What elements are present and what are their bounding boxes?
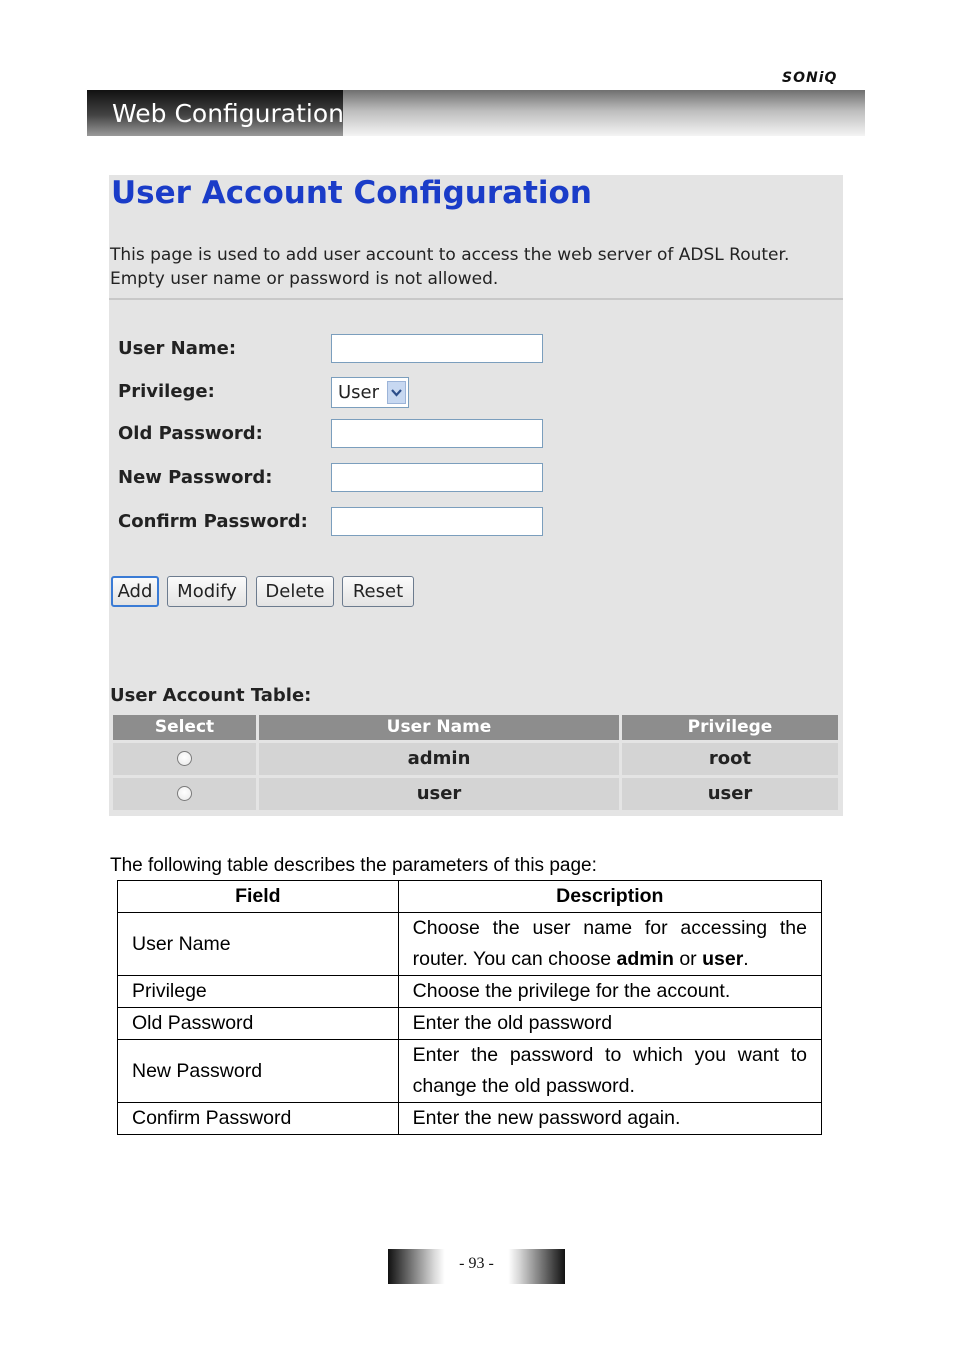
new-password-label: New Password:	[118, 467, 273, 488]
add-button[interactable]: Add	[111, 576, 159, 607]
field-cell: Privilege	[118, 976, 399, 1008]
router-config-panel	[109, 175, 843, 816]
table-cell-privilege: user	[622, 778, 838, 810]
parameters-table	[117, 880, 822, 1135]
description-cell: Choose the privilege for the account.	[398, 976, 821, 1008]
description-text: or	[673, 948, 703, 970]
table-intro: The following table describes the parameters of this page:	[110, 855, 597, 876]
page-description	[110, 243, 789, 291]
description-text: .	[743, 948, 749, 970]
description-cell: Enter the new password again.	[398, 1103, 821, 1135]
brand-logo: SONiQ	[782, 70, 838, 86]
description-bold-admin: admin	[616, 948, 674, 970]
old-password-label: Old Password:	[118, 423, 263, 444]
confirm-password-label: Confirm Password:	[118, 511, 308, 532]
select-radio-user[interactable]	[177, 786, 192, 801]
table-row	[118, 1008, 822, 1040]
description-cell: Enter the password to which you want to change the old password.	[398, 1040, 821, 1103]
table-cell-user-name: user	[259, 778, 619, 810]
privilege-select[interactable]	[331, 377, 409, 408]
table-row	[118, 1103, 822, 1135]
table-cell-user-name: admin	[259, 743, 619, 775]
confirm-password-input[interactable]	[331, 507, 543, 536]
table-row	[118, 1040, 822, 1103]
description-line-1: This page is used to add user account to access the web server of ADSL Router.	[110, 245, 790, 265]
old-password-input[interactable]	[331, 419, 543, 448]
modify-button[interactable]: Modify	[167, 576, 247, 607]
table-row	[118, 913, 822, 976]
description-header: Description	[398, 881, 821, 913]
field-header: Field	[118, 881, 399, 913]
field-cell: Confirm Password	[118, 1103, 399, 1135]
description-cell	[398, 913, 821, 976]
user-name-input[interactable]	[331, 334, 543, 363]
page-title: User Account Configuration	[111, 175, 592, 211]
chevron-down-icon[interactable]	[387, 381, 406, 404]
table-cell-select	[113, 743, 256, 775]
delete-button[interactable]: Delete	[256, 576, 334, 607]
privilege-select-value: User	[338, 382, 380, 403]
table-cell-privilege: root	[622, 743, 838, 775]
description-bold-user: user	[702, 948, 744, 970]
select-radio-admin[interactable]	[177, 751, 192, 766]
column-header-user-name: User Name	[259, 715, 619, 740]
section-title: Web Configuration	[112, 99, 344, 128]
field-cell: Old Password	[118, 1008, 399, 1040]
table-cell-select	[113, 778, 256, 810]
privilege-label: Privilege:	[118, 381, 215, 402]
column-header-privilege: Privilege	[622, 715, 838, 740]
new-password-input[interactable]	[331, 463, 543, 492]
description-text: Choose the user name for accessing the router. You can choose	[412, 917, 807, 970]
table-title: User Account Table:	[110, 685, 312, 706]
table-header-row	[118, 881, 822, 913]
table-row	[118, 976, 822, 1008]
user-name-label: User Name:	[118, 338, 237, 359]
column-header-select: Select	[113, 715, 256, 740]
description-cell: Enter the old password	[398, 1008, 821, 1040]
page-number: - 93 -	[459, 1255, 494, 1272]
field-cell: New Password	[118, 1040, 399, 1103]
divider	[109, 298, 843, 300]
description-line-2: Empty user name or password is not allowed.	[110, 269, 499, 289]
reset-button[interactable]: Reset	[342, 576, 414, 607]
field-cell: User Name	[118, 913, 399, 976]
